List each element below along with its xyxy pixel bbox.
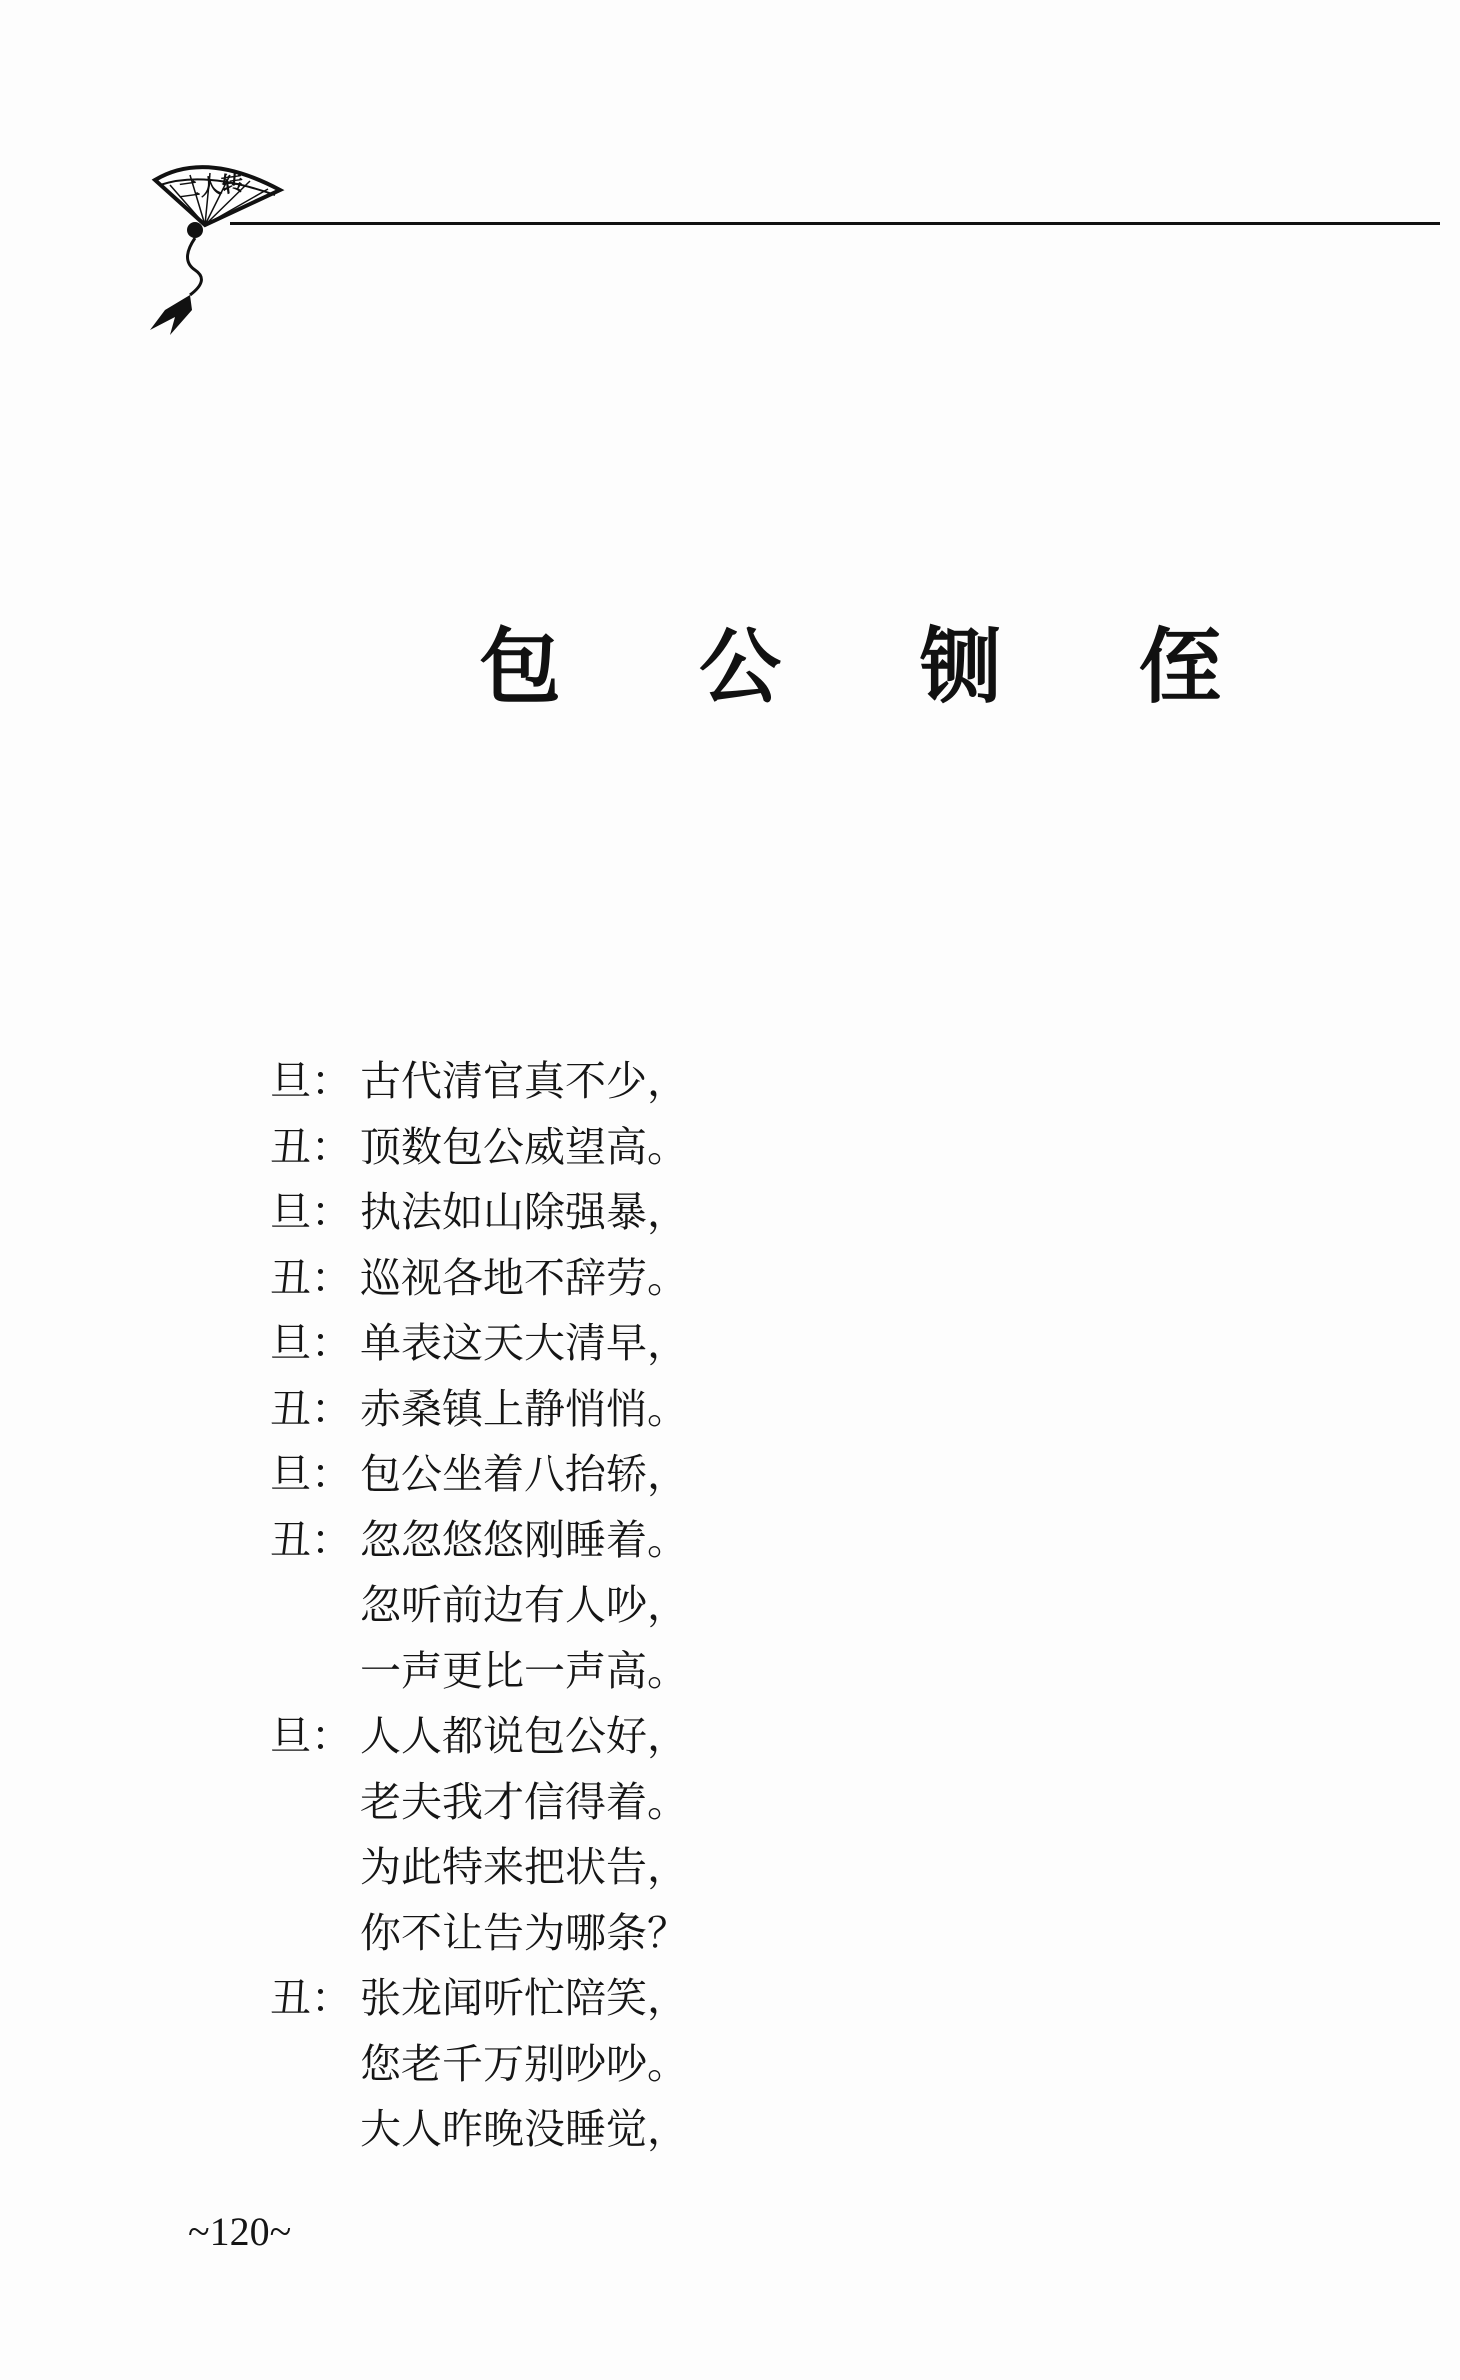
speaker-label: 旦： — [270, 1057, 352, 1106]
title-char: 侄 — [1138, 618, 1221, 715]
line-text: 大人昨晚没睡觉， — [360, 2105, 688, 2154]
speaker-label: 旦： — [270, 1712, 352, 1761]
dialogue-line — [270, 1242, 1170, 1308]
line-text: 你不让告为哪条？ — [360, 1908, 688, 1957]
title-char: 包 — [478, 618, 561, 715]
title-char: 公 — [698, 618, 781, 715]
header-rule — [230, 222, 1440, 225]
fan-emblem-icon — [110, 145, 300, 345]
dialogue-line — [270, 1897, 1170, 1963]
dialogue-line — [270, 1635, 1170, 1701]
speaker-label: 丑： — [270, 1515, 352, 1564]
line-text: 单表这天大清早， — [360, 1319, 688, 1368]
line-text: 古代清官真不少， — [360, 1057, 688, 1106]
dialogue-line — [270, 1700, 1170, 1766]
line-text: 忽听前边有人吵， — [360, 1581, 688, 1630]
line-text: 一声更比一声高。 — [360, 1646, 688, 1695]
dialogue-line — [270, 1504, 1170, 1570]
speaker-label: 丑： — [270, 1122, 352, 1171]
line-text: 您老千万别吵吵。 — [360, 2039, 688, 2088]
page-number: ~120~ — [188, 2209, 292, 2254]
line-text: 巡视各地不辞劳。 — [360, 1253, 688, 1302]
dialogue-line — [270, 2093, 1170, 2159]
speaker-label: 丑： — [270, 1253, 352, 1302]
speaker-label: 旦： — [270, 1188, 352, 1237]
title-char: 铡 — [918, 618, 1001, 715]
dialogue-lines — [270, 1045, 1170, 2159]
speaker-label: 旦： — [270, 1319, 352, 1368]
speaker-label: 丑： — [270, 1384, 352, 1433]
line-text: 为此特来把状告， — [360, 1843, 688, 1892]
page-title — [470, 600, 1230, 720]
dialogue-line — [270, 1373, 1170, 1439]
dialogue-line — [270, 2028, 1170, 2094]
line-text: 人人都说包公好， — [360, 1712, 688, 1761]
dialogue-line — [270, 1831, 1170, 1897]
speaker-label: 旦： — [270, 1450, 352, 1499]
line-text: 顶数包公威望高。 — [360, 1122, 688, 1171]
dialogue-line — [270, 1766, 1170, 1832]
dialogue-line — [270, 1962, 1170, 2028]
line-text: 忽忽悠悠刚睡着。 — [360, 1515, 688, 1564]
svg-text:二人转: 二人转 — [176, 169, 246, 205]
dialogue-line — [270, 1569, 1170, 1635]
line-text: 赤桑镇上静悄悄。 — [360, 1384, 688, 1433]
dialogue-line — [270, 1176, 1170, 1242]
speaker-label: 丑： — [270, 1974, 352, 2023]
dialogue-line — [270, 1045, 1170, 1111]
line-text: 执法如山除强暴， — [360, 1188, 688, 1237]
dialogue-line — [270, 1307, 1170, 1373]
line-text: 包公坐着八抬轿， — [360, 1450, 688, 1499]
dialogue-line — [270, 1111, 1170, 1177]
line-text: 张龙闻听忙陪笑， — [360, 1974, 688, 2023]
dialogue-line — [270, 1438, 1170, 1504]
line-text: 老夫我才信得着。 — [360, 1777, 688, 1826]
